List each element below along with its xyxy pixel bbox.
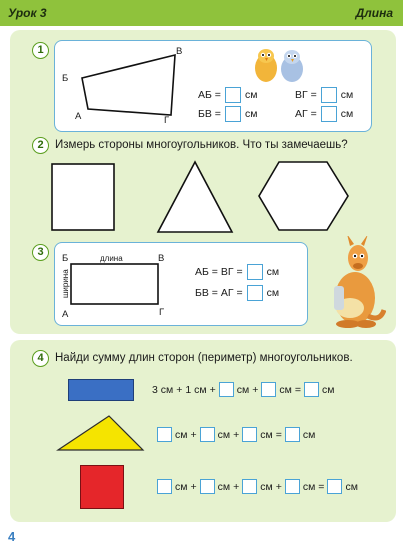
unit-cm: см (279, 383, 292, 396)
answer-box-vg[interactable] (321, 87, 337, 103)
eq-bv-ag (195, 285, 279, 301)
perimeter-expr-triangle (157, 427, 315, 442)
plus-sign: + (252, 383, 259, 396)
plus-sign: + (275, 480, 282, 493)
vertex-label-g: Г (164, 115, 170, 126)
eq-ab-label: АБ = (198, 89, 221, 101)
answer-box-r1-total[interactable] (304, 382, 319, 397)
unit-cm: см (302, 480, 316, 493)
answer-box-ab-vg[interactable] (247, 264, 263, 280)
eq-ab-vg (195, 264, 279, 280)
vertex-label-g2: Г (159, 307, 165, 318)
equals-sign: = (318, 480, 325, 493)
perimeter-expr-square (157, 479, 358, 494)
answer-box-r3-3[interactable] (242, 479, 257, 494)
answer-box-r3-total[interactable] (327, 479, 342, 494)
unit-cm: см (260, 428, 273, 441)
eq-vg (295, 87, 353, 103)
answer-box-ag[interactable] (321, 106, 337, 122)
kangaroo-illustration (320, 236, 386, 330)
task2-text: Измерь стороны многоугольников. Что ты замечаешь? (55, 139, 348, 151)
eq-ab-unit: см (244, 89, 258, 101)
plus-sign: + (190, 428, 197, 441)
page-number: 4 (8, 529, 16, 544)
eq-ab-vg-label: АБ = ВГ = (195, 266, 243, 278)
unit-cm: см (302, 428, 316, 441)
answer-box-ab[interactable] (225, 87, 241, 103)
task-number-4: 4 (32, 350, 49, 367)
unit-cm: см (175, 480, 188, 493)
answer-box-r1-1[interactable] (219, 382, 234, 397)
plus-sign: + (233, 480, 240, 493)
answer-box-r3-2[interactable] (200, 479, 215, 494)
perimeter-expr-rectangle (152, 382, 334, 397)
answer-box-r3-4[interactable] (285, 479, 300, 494)
vertex-label-b2: Б (62, 253, 69, 264)
answer-box-r2-total[interactable] (285, 427, 300, 442)
eq-ab (198, 87, 257, 103)
task-number-2: 2 (32, 137, 49, 154)
plus-sign: + (209, 383, 216, 396)
vertex-label-a: А (75, 111, 82, 122)
equals-sign: = (294, 383, 301, 396)
equals-sign: = (275, 428, 282, 441)
answer-box-r2-1[interactable] (157, 427, 172, 442)
width-label: ширина (61, 269, 70, 298)
lesson-title: Урок 3 (8, 6, 47, 20)
lesson-topic: Длина (355, 6, 393, 20)
unit-cm: см (236, 383, 250, 396)
unit-cm: см (260, 480, 273, 493)
eq-bv-ag-label: БВ = АГ = (195, 287, 243, 299)
blue-rectangle (68, 379, 134, 401)
answer-box-bv-ag[interactable] (247, 285, 263, 301)
unit-cm: см (321, 383, 335, 396)
answer-box-r1-2[interactable] (261, 382, 276, 397)
eq-bv-unit: см (244, 108, 258, 120)
unit-cm: см (217, 428, 231, 441)
vertex-label-v: В (176, 46, 183, 57)
red-square (80, 465, 124, 509)
answer-box-r2-2[interactable] (200, 427, 215, 442)
birds-illustration (250, 44, 310, 84)
plus-sign: + (190, 480, 197, 493)
answer-box-r2-3[interactable] (242, 427, 257, 442)
plus-sign: + (233, 428, 240, 441)
polygons-figure (40, 158, 370, 238)
length-label: длина (100, 254, 123, 263)
eq-ag-label: АГ = (295, 108, 317, 120)
vertex-label-a2: А (62, 309, 69, 320)
eq-bv-ag-unit: см (266, 287, 280, 299)
answer-box-r3-1[interactable] (157, 479, 172, 494)
task4-text: Найди сумму длин сторон (периметр) многоугольников. (55, 352, 353, 364)
task-number-3: 3 (32, 244, 49, 261)
unit-cm: см (217, 480, 231, 493)
eq-vg-label: ВГ = (295, 89, 317, 101)
term-1cm: 1 см (185, 383, 207, 396)
vertex-label-v2: В (158, 253, 165, 264)
vertex-label-b: Б (62, 73, 69, 84)
eq-ag (295, 106, 353, 122)
eq-ab-vg-unit: см (266, 266, 280, 278)
lesson-header (0, 0, 403, 26)
answer-box-bv[interactable] (225, 106, 241, 122)
term-3cm: 3 см (152, 383, 174, 396)
eq-ag-unit: см (340, 108, 354, 120)
unit-cm: см (175, 428, 188, 441)
eq-bv-label: БВ = (198, 108, 221, 120)
yellow-triangle (55, 413, 147, 453)
eq-bv (198, 106, 257, 122)
plus-sign: + (176, 383, 183, 396)
task-number-1: 1 (32, 42, 49, 59)
eq-vg-unit: см (340, 89, 354, 101)
unit-cm: см (345, 480, 358, 493)
